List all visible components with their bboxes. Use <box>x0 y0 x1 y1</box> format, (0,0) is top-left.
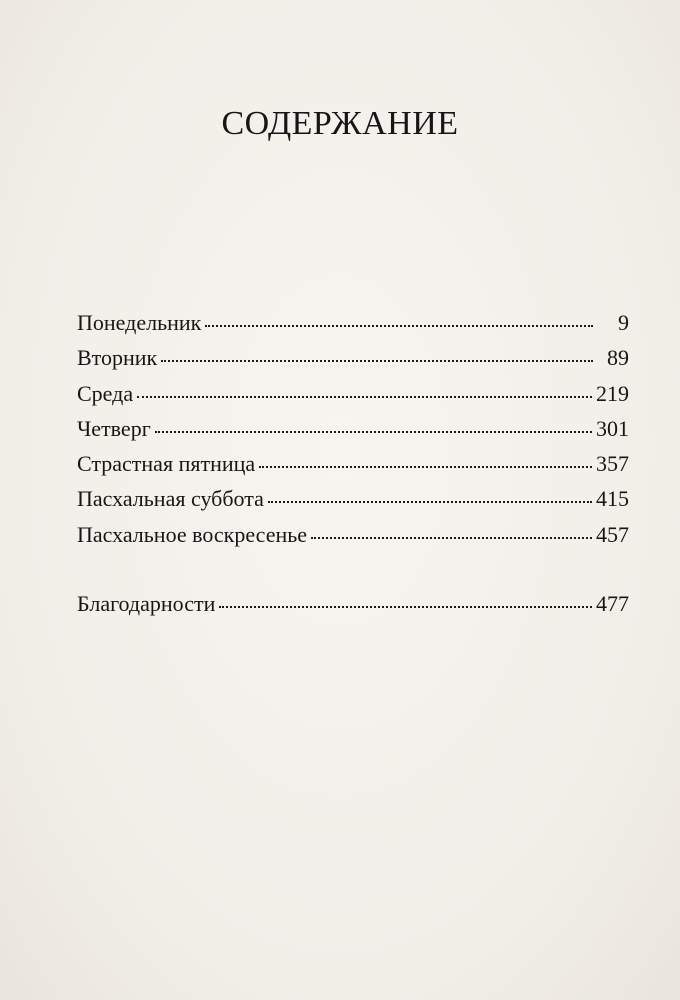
toc-entry-page: 477 <box>596 591 629 617</box>
dot-leader <box>161 359 593 362</box>
toc-entry-page: 415 <box>596 486 629 512</box>
toc-entry <box>77 453 629 488</box>
toc-entry <box>77 521 629 559</box>
dot-leader <box>205 324 593 327</box>
toc-entry-label: Пасхальная суббота <box>77 486 264 512</box>
toc-entry-label: Понедельник <box>77 310 202 335</box>
toc-entry <box>77 415 629 453</box>
toc-entry-page: 89 <box>607 345 629 371</box>
toc-entry-label: Благодарности <box>77 591 216 617</box>
toc-entry-page: 9 <box>618 310 629 335</box>
toc-entry <box>77 593 629 628</box>
toc-entry-page: 357 <box>596 451 629 477</box>
dot-leader <box>155 430 592 433</box>
toc-entry <box>77 488 629 523</box>
toc-entry-label: Четверг <box>77 415 151 441</box>
page-title: СОДЕРЖАНИЕ <box>221 104 459 142</box>
toc-entry-label: Среда <box>77 380 134 406</box>
toc-entry-page: 301 <box>596 415 629 441</box>
toc-entry-label: Страстная пятница <box>77 451 256 477</box>
dot-leader <box>268 500 592 503</box>
toc-entry-label: Пасхальное воскресенье <box>77 521 308 547</box>
toc-entry <box>77 312 629 347</box>
dot-leader <box>219 605 592 608</box>
toc-entry-page: 457 <box>596 521 629 547</box>
toc-entry-page: 219 <box>596 380 629 406</box>
dot-leader <box>311 536 592 539</box>
dot-leader <box>137 395 592 398</box>
table-of-contents <box>77 312 629 628</box>
toc-entry-label: Вторник <box>77 345 158 371</box>
toc-entry <box>77 380 629 418</box>
dot-leader <box>259 465 592 468</box>
toc-entry <box>77 347 629 382</box>
